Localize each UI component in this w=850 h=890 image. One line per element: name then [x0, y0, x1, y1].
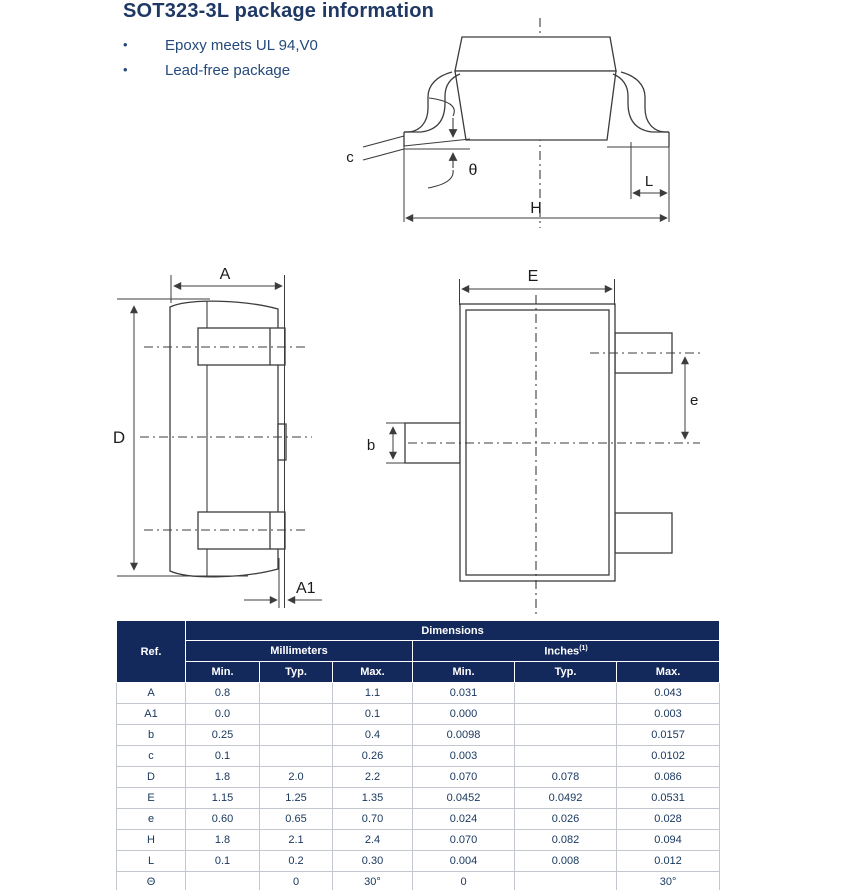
cell: 1.1 [333, 683, 413, 704]
cell [260, 746, 333, 767]
cell: 0.0102 [617, 746, 720, 767]
table-row [117, 725, 720, 746]
cell: 1.25 [260, 788, 333, 809]
cell: 0.8 [186, 683, 260, 704]
cell: 1.8 [186, 830, 260, 851]
cell: 0.070 [413, 830, 515, 851]
cell: 2.0 [260, 767, 333, 788]
cell: 0.028 [617, 809, 720, 830]
label-A1: A1 [296, 580, 316, 597]
cell [515, 725, 617, 746]
cell [260, 725, 333, 746]
table-dimensions-header: Dimensions [186, 621, 720, 641]
ref-cell: A1 [117, 704, 186, 725]
cell: 0.2 [260, 851, 333, 872]
cell: 0.082 [515, 830, 617, 851]
cell: 0.25 [186, 725, 260, 746]
ref-cell: e [117, 809, 186, 830]
cell: 0.70 [333, 809, 413, 830]
cell: 0.000 [413, 704, 515, 725]
dimensions-table [116, 620, 720, 890]
cell: 0.008 [515, 851, 617, 872]
cell: 0.003 [617, 704, 720, 725]
side-view-figure [330, 15, 690, 233]
ref-cell: H [117, 830, 186, 851]
cell: 0.1 [333, 704, 413, 725]
table-row [117, 872, 720, 890]
cell: 0.65 [260, 809, 333, 830]
table-row [117, 704, 720, 725]
bullet-item [123, 37, 318, 54]
label-L: L [644, 173, 654, 190]
col-header-in-max: Max. [617, 662, 720, 683]
cell: 2.4 [333, 830, 413, 851]
col-header-in-typ: Typ. [515, 662, 617, 683]
col-header-mm-max: Max. [333, 662, 413, 683]
cell: 0.024 [413, 809, 515, 830]
cell: 0.004 [413, 851, 515, 872]
bullet-icon: • [123, 37, 128, 52]
cell: 1.8 [186, 767, 260, 788]
bullet-text: Epoxy meets UL 94,V0 [165, 37, 318, 54]
ref-cell: L [117, 851, 186, 872]
cell: 1.35 [333, 788, 413, 809]
ref-cell: E [117, 788, 186, 809]
bullet-text: Lead-free package [165, 62, 291, 79]
cell [515, 704, 617, 725]
label-e: e [690, 392, 699, 409]
cell: 30° [333, 872, 413, 890]
cell: 0.012 [617, 851, 720, 872]
ref-cell: A [117, 683, 186, 704]
cell: 0.043 [617, 683, 720, 704]
col-header-mm-typ: Typ. [260, 662, 333, 683]
bullet-icon: • [123, 62, 128, 77]
ref-cell: c [117, 746, 186, 767]
cell: 0.4 [333, 725, 413, 746]
ref-cell: b [117, 725, 186, 746]
cell [515, 746, 617, 767]
ref-cell: D [117, 767, 186, 788]
label-E: E [527, 268, 539, 285]
cell: 0.26 [333, 746, 413, 767]
ref-cell: Θ [117, 872, 186, 890]
cell [260, 683, 333, 704]
col-header-mm-min: Min. [186, 662, 260, 683]
table-row [117, 746, 720, 767]
cell: 0.0531 [617, 788, 720, 809]
cell: 1.15 [186, 788, 260, 809]
cell [515, 872, 617, 890]
label-A: A [219, 266, 231, 283]
cell: 0 [413, 872, 515, 890]
right-lead [607, 72, 669, 147]
cell: 0.0492 [515, 788, 617, 809]
top-view-figure [358, 260, 705, 618]
cell [260, 704, 333, 725]
cell: 0.30 [333, 851, 413, 872]
cell: 2.2 [333, 767, 413, 788]
table-inches-header: Inches$^{(1)}$ [413, 641, 720, 662]
cell: 0.0157 [617, 725, 720, 746]
cell: 0.003 [413, 746, 515, 767]
cell: 0.0 [186, 704, 260, 725]
col-header-in-min: Min. [413, 662, 515, 683]
table-row [117, 851, 720, 872]
table-row [117, 767, 720, 788]
label-D: D [112, 428, 126, 447]
cell: 0.031 [413, 683, 515, 704]
cell: 0 [260, 872, 333, 890]
left-lead [404, 72, 460, 147]
label-c: c [346, 149, 354, 166]
table-row [117, 830, 720, 851]
cell: 0.0098 [413, 725, 515, 746]
bullet-item [123, 62, 290, 79]
label-theta: θ [468, 162, 478, 179]
label-H: H [530, 200, 542, 217]
table-row [117, 788, 720, 809]
cell [515, 683, 617, 704]
cell: 0.1 [186, 851, 260, 872]
inches-footnote-marker: (1) [579, 644, 588, 652]
cell: 0.0452 [413, 788, 515, 809]
cell: 0.094 [617, 830, 720, 851]
front-view-figure [105, 260, 345, 612]
table-row [117, 809, 720, 830]
cell: 0.078 [515, 767, 617, 788]
table-row [117, 683, 720, 704]
cell: 0.070 [413, 767, 515, 788]
cell: 30° [617, 872, 720, 890]
cell: 0.1 [186, 746, 260, 767]
cell: 2.1 [260, 830, 333, 851]
cell: 0.026 [515, 809, 617, 830]
label-b: b [366, 437, 376, 454]
table-millimeters-header: Millimeters [186, 641, 413, 662]
cell: 0.086 [617, 767, 720, 788]
table-ref-header: Ref. [117, 621, 186, 683]
cell: 0.60 [186, 809, 260, 830]
page-title: SOT323-3L package information [123, 0, 435, 22]
cell [186, 872, 260, 890]
